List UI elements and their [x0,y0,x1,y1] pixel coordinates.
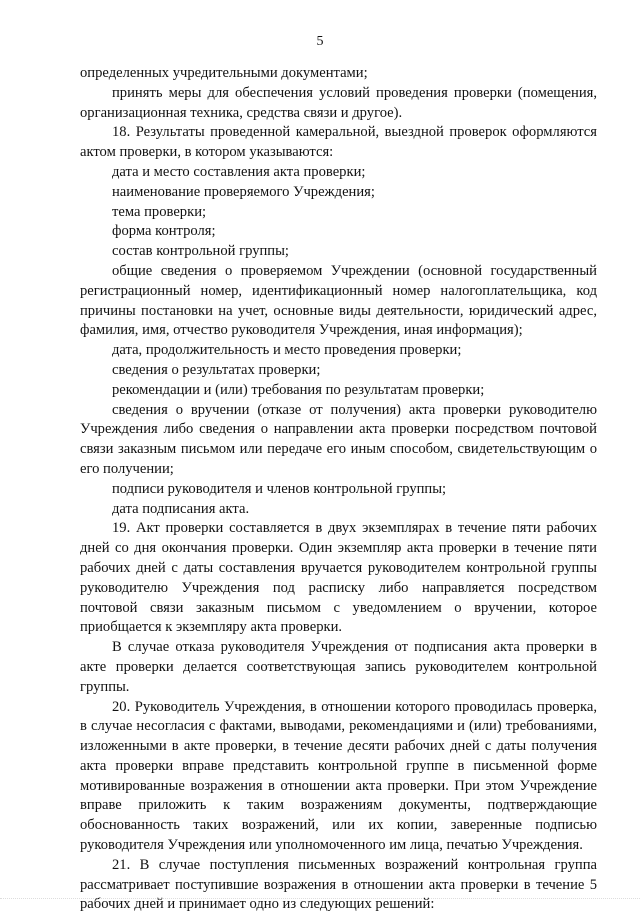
list-item-control-form: форма контроля; [112,223,216,240]
page-number: 5 [316,34,324,49]
paragraph-refusal: В случае отказа руководителя Учреждения от подписания акта проверки в акте проверки делается соответствующая запись руководителем контрольной группы. [80,639,597,695]
list-item-results: сведения о результатах проверки; [112,361,321,378]
document-body [80,64,597,915]
list-item-date-place: дата и место составления акта проверки; [112,163,366,180]
scan-artifact-line [0,895,640,899]
list-item-delivery-info: сведения о вручении (отказе от получения) акта проверки руководителю Учреждения либо сведения о направлении акта проверки посредством почтовой связи заказным письмом или передаче его иным способом, свидетельствующим о его получении; [80,401,597,477]
paragraph-item-18: 18. Результаты проведенной камеральной, выездной проверок оформляются актом проверки, в котором указываются: [80,124,597,161]
list-item-general-info: общие сведения о проверяемом Учреждении (основной государственный регистрационный номер, идентификационный номер налогоплательщика, код причины постановки на учет, основные виды деятельности, юридический адрес, фамилия, имя, отчество руководителя Учреждения, иная информация); [80,262,597,339]
paragraph-item-19: 19. Акт проверки составляется в двух экземплярах в течение пяти рабочих дней со дня окончания проверки. Один экземпляр акта проверки в течение пяти рабочих дней с даты составления вручается руководителем контрольной группы руководителю Учреждения под расписку либо направляется посредством почтовой связи заказным письмом с уведомлением о вручении, которое приобщается к экземпляру акта проверки. [80,520,597,636]
list-item-signing-date: дата подписания акта. [112,500,250,517]
list-item-topic: тема проверки; [112,203,207,220]
list-item-institution-name: наименование проверяемого Учреждения; [112,183,375,200]
paragraph-provide-conditions: принять меры для обеспечения условий проведения проверки (помещения, организационная техника, средства связи и другое). [80,84,597,121]
paragraph-item-20: 20. Руководитель Учреждения, в отношении которого проводилась проверка, в случае несогласия с фактами, выводами, рекомендациями и (или) требованиями, изложенными в акте проверки, в течение десяти рабочих дней с даты получения акта проверки вправе представить контрольной группе в письменной форме мотивированные возражения в отношении акта проверки. При этом Учреждение вправе приложить к таким возражениям документы, подтверждающие обоснованность таких возражений, или их копии, заверенные подписью руководителя Учреждения или уполномоченного им лица, печатью Учреждения. [80,698,597,854]
list-item-duration-place: дата, продолжительность и место проведения проверки; [112,342,462,359]
list-item-group-composition: состав контрольной группы; [112,243,289,260]
list-item-recommendations: рекомендации и (или) требования по результатам проверки; [112,381,485,398]
paragraph-item-21: 21. В случае поступления письменных возражений контрольная группа рассматривает поступившие возражения в отношении акта проверки в течение 5 рабочих дней и принимает одно из следующих решений: [80,856,597,913]
paragraph-continuation: определенных учредительными документами; [80,65,368,81]
list-item-signatures: подписи руководителя и членов контрольной группы; [112,480,447,497]
